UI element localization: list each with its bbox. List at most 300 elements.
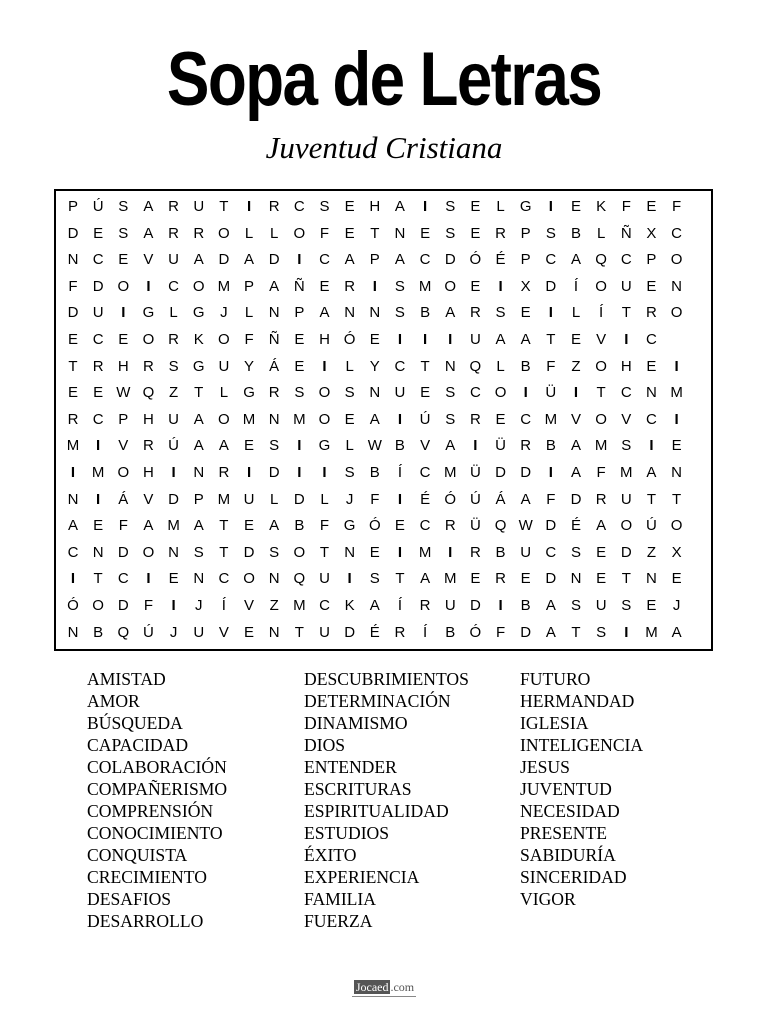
grid-letter[interactable]: B [369, 464, 380, 481]
grid-letter[interactable]: X [671, 543, 682, 561]
grid-letter[interactable]: C [646, 331, 657, 348]
grid-letter[interactable]: T [194, 384, 204, 402]
grid-letter[interactable]: A [369, 597, 380, 614]
grid-letter[interactable]: C [620, 251, 632, 269]
grid-letter[interactable]: D [444, 251, 456, 269]
grid-letter[interactable]: E [369, 331, 380, 348]
grid-letter[interactable]: A [545, 623, 556, 641]
grid-letter[interactable]: J [169, 623, 178, 641]
grid-letter[interactable]: A [369, 410, 380, 428]
grid-letter[interactable]: R [218, 464, 230, 481]
grid-letter[interactable]: R [193, 224, 205, 242]
grid-letter[interactable]: A [244, 251, 255, 269]
grid-letter[interactable]: M [444, 464, 457, 481]
grid-letter[interactable]: R [394, 623, 406, 641]
grid-letter[interactable]: P [294, 304, 305, 322]
grid-letter[interactable]: U [595, 597, 607, 614]
grid-letter[interactable]: D [92, 277, 104, 295]
grid-letter[interactable]: I [397, 490, 403, 508]
grid-letter[interactable]: S [621, 597, 632, 614]
grid-letter[interactable]: V [218, 623, 229, 641]
grid-letter[interactable]: U [193, 623, 205, 641]
grid-letter[interactable]: Q [142, 384, 155, 402]
grid-letter[interactable]: Ñ [268, 331, 280, 348]
grid-letter[interactable]: M [242, 410, 256, 428]
grid-letter[interactable]: E [520, 304, 531, 322]
grid-letter[interactable]: C [545, 251, 557, 269]
grid-letter[interactable]: O [218, 410, 230, 428]
grid-letter[interactable]: J [220, 304, 228, 322]
grid-letter[interactable]: N [67, 490, 79, 508]
grid-letter[interactable]: E [344, 224, 355, 242]
grid-letter[interactable]: F [596, 464, 606, 481]
grid-letter[interactable]: I [70, 464, 76, 481]
grid-letter[interactable]: T [646, 490, 657, 508]
grid-letter[interactable]: S [344, 384, 355, 402]
grid-letter[interactable]: E [470, 224, 481, 242]
grid-letter[interactable]: S [570, 543, 581, 561]
grid-letter[interactable]: Í [397, 597, 403, 614]
grid-letter[interactable]: S [369, 570, 380, 588]
grid-letter[interactable]: A [143, 224, 154, 242]
grid-letter[interactable]: I [96, 490, 101, 508]
grid-letter[interactable]: Á [495, 490, 506, 508]
grid-letter[interactable]: G [318, 437, 331, 455]
grid-letter[interactable]: A [218, 437, 229, 455]
grid-letter[interactable]: I [573, 384, 579, 402]
grid-letter[interactable]: D [545, 517, 557, 535]
grid-letter[interactable]: R [168, 224, 180, 242]
grid-letter[interactable]: T [319, 543, 330, 561]
grid-letter[interactable]: U [444, 597, 456, 614]
grid-letter[interactable]: O [670, 251, 683, 269]
grid-letter[interactable]: A [596, 517, 607, 535]
grid-letter[interactable]: N [268, 410, 280, 428]
grid-letter[interactable]: A [520, 331, 531, 348]
grid-letter[interactable]: Ó [67, 597, 79, 614]
grid-letter[interactable]: N [268, 570, 280, 588]
grid-letter[interactable]: C [646, 410, 657, 428]
grid-letter[interactable]: Ú [143, 623, 154, 641]
grid-letter[interactable]: C [67, 543, 79, 561]
grid-letter[interactable]: R [143, 357, 154, 375]
grid-letter[interactable]: S [193, 543, 204, 561]
grid-letter[interactable]: I [96, 437, 101, 455]
grid-letter[interactable]: M [670, 384, 683, 402]
grid-letter[interactable]: I [70, 570, 76, 588]
grid-letter[interactable]: M [444, 570, 457, 588]
grid-letter[interactable]: C [419, 517, 431, 535]
grid-letter[interactable]: C [319, 251, 330, 269]
grid-letter[interactable]: N [193, 570, 205, 588]
grid-letter[interactable]: B [420, 304, 431, 322]
grid-letter[interactable]: C [218, 570, 230, 588]
grid-letter[interactable]: J [672, 597, 681, 614]
grid-letter[interactable]: E [168, 570, 179, 588]
grid-letter[interactable]: M [217, 490, 231, 508]
grid-letter[interactable]: F [672, 198, 682, 215]
grid-letter[interactable]: N [67, 623, 79, 641]
grid-letter[interactable]: T [672, 490, 682, 508]
grid-letter[interactable]: I [322, 464, 327, 481]
grid-letter[interactable]: C [545, 543, 557, 561]
grid-letter[interactable]: R [344, 277, 356, 295]
grid-letter[interactable]: E [646, 198, 657, 215]
grid-letter[interactable]: O [142, 543, 155, 561]
grid-letter[interactable]: Z [269, 597, 279, 614]
grid-letter[interactable]: E [344, 410, 355, 428]
grid-letter[interactable]: A [344, 251, 355, 269]
grid-letter[interactable]: Q [595, 251, 607, 269]
grid-letter[interactable]: R [268, 384, 280, 402]
grid-letter[interactable]: A [394, 251, 405, 269]
grid-letter[interactable]: A [143, 198, 154, 215]
grid-letter[interactable]: I [397, 331, 403, 348]
grid-letter[interactable]: É [495, 251, 506, 269]
grid-letter[interactable]: C [92, 331, 104, 348]
grid-letter[interactable]: P [369, 251, 380, 269]
grid-letter[interactable]: O [620, 517, 633, 535]
grid-letter[interactable]: S [596, 623, 607, 641]
grid-letter[interactable]: T [68, 357, 78, 375]
grid-letter[interactable]: D [117, 597, 129, 614]
grid-letter[interactable]: I [624, 623, 629, 641]
grid-letter[interactable]: V [420, 437, 431, 455]
grid-letter[interactable]: E [470, 198, 481, 215]
grid-letter[interactable]: I [146, 277, 151, 295]
grid-letter[interactable]: R [143, 437, 154, 455]
grid-letter[interactable]: E [344, 198, 355, 215]
grid-letter[interactable]: D [268, 251, 280, 269]
grid-letter[interactable]: F [143, 597, 154, 614]
grid-letter[interactable]: N [268, 304, 280, 322]
grid-letter[interactable]: U [620, 277, 632, 295]
grid-letter[interactable]: C [168, 277, 180, 295]
grid-letter[interactable]: S [495, 304, 506, 322]
grid-letter[interactable]: N [369, 384, 381, 402]
grid-letter[interactable]: N [671, 464, 683, 481]
grid-letter[interactable]: O [117, 277, 130, 295]
grid-letter[interactable]: O [293, 543, 306, 561]
grid-letter[interactable]: O [218, 331, 230, 348]
grid-letter[interactable]: E [470, 570, 481, 588]
grid-letter[interactable]: Z [169, 384, 179, 402]
grid-letter[interactable]: C [620, 384, 632, 402]
grid-letter[interactable]: U [469, 331, 481, 348]
grid-letter[interactable]: G [343, 517, 356, 535]
grid-letter[interactable]: I [548, 304, 553, 322]
grid-letter[interactable]: T [219, 198, 229, 215]
grid-letter[interactable]: E [470, 277, 481, 295]
grid-letter[interactable]: O [595, 277, 607, 295]
grid-letter[interactable]: I [297, 251, 302, 269]
grid-letter[interactable]: V [118, 437, 129, 455]
grid-letter[interactable]: N [570, 570, 582, 588]
grid-letter[interactable]: I [624, 331, 629, 348]
grid-letter[interactable]: M [620, 464, 633, 481]
grid-letter[interactable]: I [171, 464, 176, 481]
grid-letter[interactable]: O [595, 357, 607, 375]
grid-letter[interactable]: M [167, 517, 180, 535]
grid-letter[interactable]: D [545, 570, 557, 588]
grid-letter[interactable]: O [444, 277, 457, 295]
grid-letter[interactable]: L [571, 304, 581, 322]
grid-letter[interactable]: U [218, 357, 230, 375]
grid-letter[interactable]: E [394, 517, 405, 535]
grid-letter[interactable]: O [670, 517, 683, 535]
grid-letter[interactable]: A [646, 464, 657, 481]
grid-letter[interactable]: B [570, 224, 581, 242]
grid-letter[interactable]: B [294, 517, 305, 535]
grid-letter[interactable]: E [646, 597, 657, 614]
grid-letter[interactable]: U [394, 384, 406, 402]
grid-letter[interactable]: A [193, 410, 204, 428]
grid-letter[interactable]: S [319, 198, 330, 215]
grid-letter[interactable]: A [193, 437, 204, 455]
grid-letter[interactable]: R [595, 490, 607, 508]
grid-letter[interactable]: O [117, 464, 130, 481]
grid-letter[interactable]: O [318, 384, 331, 402]
grid-letter[interactable]: R [444, 517, 456, 535]
grid-letter[interactable]: C [520, 410, 532, 428]
grid-letter[interactable]: N [646, 570, 657, 588]
grid-letter[interactable]: O [92, 597, 104, 614]
grid-letter[interactable]: D [117, 543, 129, 561]
grid-letter[interactable]: É [369, 623, 380, 641]
grid-letter[interactable]: C [419, 464, 431, 481]
grid-letter[interactable]: R [495, 224, 506, 242]
grid-letter[interactable]: C [92, 251, 104, 269]
grid-letter[interactable]: D [67, 224, 79, 242]
grid-letter[interactable]: M [66, 437, 80, 455]
grid-letter[interactable]: I [523, 384, 528, 402]
grid-letter[interactable]: C [469, 384, 481, 402]
grid-letter[interactable]: B [445, 623, 456, 641]
grid-letter[interactable]: P [646, 251, 657, 269]
grid-letter[interactable]: E [646, 277, 657, 295]
grid-letter[interactable]: N [268, 623, 280, 641]
grid-letter[interactable]: R [419, 597, 431, 614]
grid-letter[interactable]: S [445, 198, 456, 215]
grid-letter[interactable]: Z [571, 357, 581, 375]
grid-letter[interactable]: É [420, 490, 431, 508]
grid-letter[interactable]: D [67, 304, 79, 322]
grid-letter[interactable]: I [423, 331, 428, 348]
grid-letter[interactable]: R [92, 357, 104, 375]
grid-letter[interactable]: I [548, 464, 553, 481]
grid-letter[interactable]: T [370, 224, 380, 242]
grid-letter[interactable]: N [344, 543, 356, 561]
grid-letter[interactable]: R [495, 570, 506, 588]
grid-letter[interactable]: L [345, 437, 354, 455]
grid-letter[interactable]: I [498, 277, 503, 295]
grid-letter[interactable]: S [570, 597, 581, 614]
grid-letter[interactable]: I [297, 464, 302, 481]
grid-letter[interactable]: J [345, 490, 354, 508]
grid-letter[interactable]: R [67, 410, 79, 428]
grid-letter[interactable]: Z [646, 543, 657, 561]
grid-letter[interactable]: D [168, 490, 180, 508]
grid-letter[interactable]: U [92, 304, 104, 322]
grid-letter[interactable]: I [121, 304, 126, 322]
grid-letter[interactable]: P [67, 198, 78, 215]
grid-letter[interactable]: E [244, 437, 255, 455]
grid-letter[interactable]: E [671, 437, 682, 455]
site-logo[interactable] [352, 980, 416, 997]
grid-letter[interactable]: I [423, 198, 428, 215]
grid-letter[interactable]: F [495, 623, 506, 641]
grid-letter[interactable]: V [143, 490, 154, 508]
grid-letter[interactable]: Q [469, 357, 482, 375]
grid-letter[interactable]: S [445, 384, 456, 402]
grid-letter[interactable]: A [420, 570, 431, 588]
grid-letter[interactable]: U [168, 251, 180, 269]
grid-letter[interactable]: L [219, 384, 229, 402]
grid-letter[interactable]: E [570, 331, 581, 348]
grid-letter[interactable]: N [344, 304, 356, 322]
grid-letter[interactable]: M [217, 277, 231, 295]
grid-letter[interactable]: J [195, 597, 203, 614]
grid-letter[interactable]: M [594, 437, 608, 455]
grid-letter[interactable]: S [344, 464, 355, 481]
grid-letter[interactable]: A [445, 437, 456, 455]
grid-letter[interactable]: G [243, 384, 255, 402]
grid-letter[interactable]: M [418, 277, 432, 295]
grid-letter[interactable]: R [646, 304, 657, 322]
grid-letter[interactable]: T [571, 623, 581, 641]
grid-letter[interactable]: A [495, 331, 506, 348]
grid-letter[interactable]: M [418, 543, 432, 561]
grid-letter[interactable]: C [92, 410, 104, 428]
grid-letter[interactable]: P [244, 277, 255, 295]
grid-letter[interactable]: R [168, 198, 180, 215]
grid-letter[interactable]: N [369, 304, 381, 322]
grid-letter[interactable]: O [595, 410, 607, 428]
grid-letter[interactable]: N [168, 543, 180, 561]
grid-letter[interactable]: Ú [419, 410, 431, 428]
grid-letter[interactable]: Q [117, 623, 130, 641]
grid-letter[interactable]: M [645, 623, 658, 641]
grid-letter[interactable]: F [319, 517, 330, 535]
grid-letter[interactable]: E [118, 331, 129, 348]
grid-letter[interactable]: W [116, 384, 131, 402]
grid-letter[interactable]: D [545, 277, 557, 295]
grid-letter[interactable]: E [93, 517, 104, 535]
grid-letter[interactable]: I [246, 464, 252, 481]
grid-letter[interactable]: S [269, 437, 280, 455]
grid-letter[interactable]: D [495, 464, 506, 481]
grid-letter[interactable]: B [93, 623, 104, 641]
grid-letter[interactable]: Ü [469, 517, 481, 535]
grid-letter[interactable]: Ñ [620, 224, 632, 242]
grid-letter[interactable]: Á [269, 357, 280, 375]
grid-letter[interactable]: U [319, 623, 330, 641]
grid-letter[interactable]: M [293, 597, 306, 614]
grid-letter[interactable]: H [319, 331, 330, 348]
grid-letter[interactable]: A [319, 304, 330, 322]
grid-letter[interactable]: A [143, 517, 154, 535]
grid-letter[interactable]: L [496, 198, 505, 215]
grid-letter[interactable]: B [545, 437, 556, 455]
grid-letter[interactable]: X [646, 224, 657, 242]
grid-letter[interactable]: F [546, 357, 556, 375]
grid-letter[interactable]: S [394, 304, 405, 322]
grid-letter[interactable]: Ó [469, 251, 482, 269]
grid-letter[interactable]: Á [118, 490, 129, 508]
grid-letter[interactable]: H [620, 357, 632, 375]
grid-letter[interactable]: E [596, 570, 607, 588]
grid-letter[interactable]: I [146, 570, 151, 588]
grid-letter[interactable]: S [445, 224, 456, 242]
grid-letter[interactable]: U [168, 410, 180, 428]
grid-letter[interactable]: A [269, 277, 280, 295]
grid-letter[interactable]: I [548, 198, 553, 215]
grid-letter[interactable]: A [520, 490, 531, 508]
grid-letter[interactable]: Ú [168, 437, 180, 455]
grid-letter[interactable]: L [244, 304, 254, 322]
grid-letter[interactable]: G [142, 304, 155, 322]
grid-letter[interactable]: Q [494, 517, 507, 535]
grid-letter[interactable]: E [671, 570, 682, 588]
grid-letter[interactable]: F [118, 517, 128, 535]
grid-letter[interactable]: R [168, 331, 180, 348]
grid-letter[interactable]: L [596, 224, 606, 242]
grid-letter[interactable]: A [193, 517, 204, 535]
grid-letter[interactable]: W [367, 437, 382, 455]
grid-letter[interactable]: D [344, 623, 356, 641]
grid-letter[interactable]: E [646, 357, 657, 375]
grid-letter[interactable]: G [519, 198, 532, 215]
grid-letter[interactable]: R [469, 304, 481, 322]
grid-letter[interactable]: F [621, 198, 631, 215]
grid-letter[interactable]: Ú [92, 198, 104, 215]
grid-letter[interactable]: R [469, 410, 481, 428]
grid-letter[interactable]: E [319, 277, 330, 295]
grid-letter[interactable]: A [394, 198, 405, 215]
grid-letter[interactable]: D [520, 623, 532, 641]
grid-letter[interactable]: O [243, 570, 255, 588]
grid-letter[interactable]: N [67, 251, 79, 269]
grid-letter[interactable]: E [67, 331, 78, 348]
grid-letter[interactable]: H [369, 198, 381, 215]
grid-letter[interactable]: L [496, 357, 505, 375]
grid-letter[interactable]: G [192, 357, 205, 375]
grid-letter[interactable]: I [171, 597, 176, 614]
grid-letter[interactable]: L [169, 304, 178, 322]
grid-letter[interactable]: O [142, 331, 155, 348]
grid-letter[interactable]: Ú [469, 490, 481, 508]
grid-letter[interactable]: L [320, 490, 329, 508]
grid-letter[interactable]: D [243, 543, 255, 561]
grid-letter[interactable]: E [93, 384, 104, 402]
grid-letter[interactable]: Ü [469, 464, 481, 481]
grid-letter[interactable]: F [319, 224, 330, 242]
grid-letter[interactable]: A [671, 623, 682, 641]
grid-letter[interactable]: U [193, 198, 205, 215]
grid-letter[interactable]: C [319, 597, 330, 614]
grid-letter[interactable]: S [294, 384, 305, 402]
grid-letter[interactable]: S [394, 277, 405, 295]
grid-letter[interactable]: T [219, 517, 229, 535]
grid-letter[interactable]: I [498, 597, 503, 614]
grid-letter[interactable]: Ú [646, 517, 657, 535]
grid-letter[interactable]: Í [397, 464, 403, 481]
grid-letter[interactable]: S [118, 224, 129, 242]
grid-letter[interactable]: D [520, 464, 532, 481]
grid-letter[interactable]: S [118, 198, 129, 215]
grid-letter[interactable]: S [545, 224, 556, 242]
grid-letter[interactable]: I [674, 357, 679, 375]
